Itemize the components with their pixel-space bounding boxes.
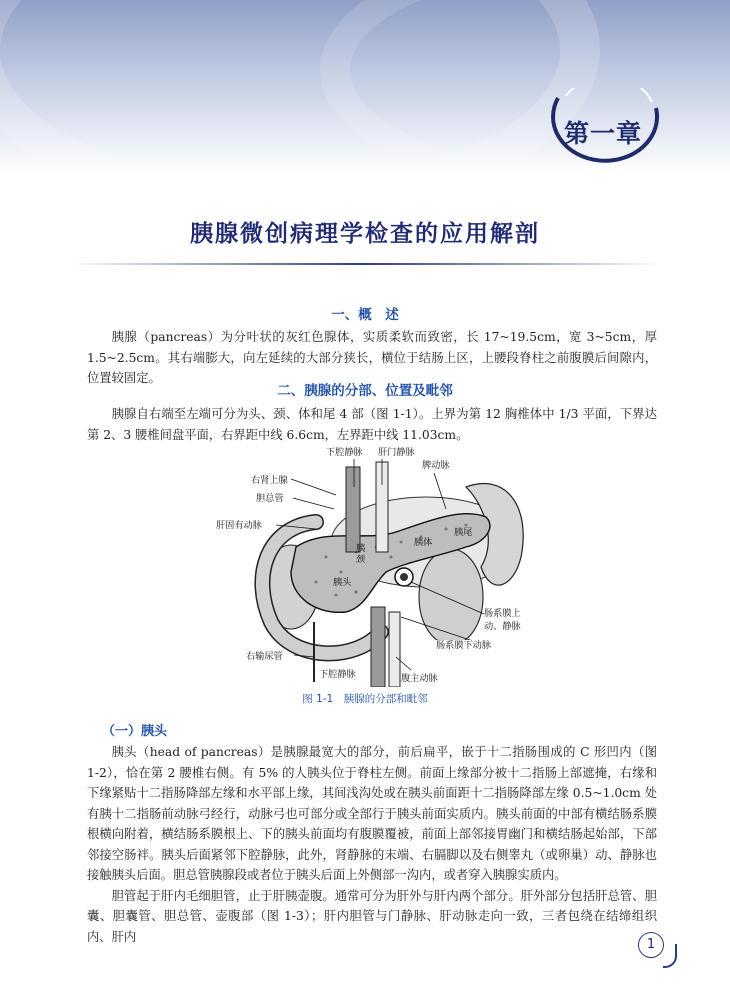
figure-caption: 图 1-1 胰腺的分部和毗邻	[302, 693, 428, 705]
label-pancreas-neck: 胰颈	[356, 543, 366, 565]
label-pancreas-tail: 胰尾	[454, 527, 473, 538]
paragraph: 胆管起于肝内毛细胆管，止于肝胰壶腹。通常可分为肝外与肝内两个部分。肝外部分包括肝总管、胆囊、胆囊管、胆总管、壶腹部（图 1-3）；肝内胆管与门静脉、肝动脉走向一致，三者包绕在结缔组织内、肝内	[87, 888, 657, 944]
paragraph: 胰腺自右端至左端可分为头、颈、体和尾 4 部（图 1-1）。上界为第 12 胸椎体中 1/3 平面，下界达第 2、3 腰椎间盘平面，右界距中线 6.6cm，左界距中线 11.03cm。	[87, 407, 657, 442]
label-inferior-mesenteric-artery: 肠系膜下动脉	[436, 640, 492, 651]
subsection-heading-head: （一）胰头	[102, 724, 168, 739]
label-splenic-artery: 脾动脉	[422, 460, 450, 471]
title-divider	[70, 263, 660, 265]
label-pancreas-body: 胰体	[414, 537, 433, 548]
pancreas-anatomy-figure	[196, 447, 536, 687]
label-ivc-bottom: 下腔静脉	[319, 669, 356, 680]
label-common-bile-duct: 胆总管	[256, 493, 284, 504]
section-parts-text	[87, 404, 657, 445]
label-ivc-top: 下腔静脉	[326, 447, 363, 458]
chapter-label: 第一章	[564, 119, 643, 148]
label-pancreas-head: 胰头	[333, 577, 352, 588]
page-number: 1	[638, 932, 664, 958]
label-aorta: 腹主动脉	[401, 673, 438, 684]
label-right-adrenal: 右肾上腺	[251, 475, 288, 486]
label-portal-vein: 肝门静脉	[378, 447, 415, 458]
section-heading-parts: 二、胰腺的分部、位置及毗邻	[277, 383, 453, 399]
banner-decoration	[320, 0, 730, 175]
label-right-ureter: 右输尿管	[246, 651, 283, 662]
page-number-decoration	[663, 944, 677, 968]
subsection-head-text	[87, 742, 657, 947]
label-mesenteric-vessels: 肠系膜上动、静脉	[484, 607, 536, 633]
paragraph: 胰腺（pancreas）为分叶状的灰红色腺体，实质柔软而致密，长 17~19.5cm，宽 3~5cm，厚 1.5~2.5cm。其右端膨大，向左延续的大部分狭长，横位于结肠上区，上腰段脊柱之前腹膜后间隙内，位置较固定。	[87, 330, 657, 385]
page-title: 胰腺微创病理学检查的应用解剖	[190, 221, 540, 247]
paragraph: 胰头（head of pancreas）是胰腺最宽大的部分，前后扁平，嵌于十二指肠围成的 C 形凹内（图 1-2），恰在第 2 腰椎右侧。有 5% 的人胰头位于脊柱左侧。前面上缘部分被十二指肠上部遮掩，右缘和下缘紧贴十二指肠降部左缘和水平部上缘，其间浅沟处或在胰头前面距十二指肠降部左缘 0.5~1.0cm 处有胰十二指肠前动脉弓经行，动脉弓也可部分或全部行于胰头前面实质内。胰头前面的中部有横结肠系膜根横向附着，横结肠系膜根上、下的胰头前面均有腹膜覆被，前面上部邻接胃幽门和横结肠起始部，下部邻接空肠袢。胰头后面紧邻下腔静脉，此外，肾静脉的末端、右膈脚以及右侧睾丸（或卵巢）动、静脉也接触胰头后面。胆总管胰腺段或者位于胰头后面上外侧部一沟内，或者穿入胰腺实质内。	[87, 745, 657, 882]
section-heading-overview: 一、概 述	[331, 307, 399, 323]
label-hepatic-artery: 肝固有动脉	[216, 520, 262, 531]
